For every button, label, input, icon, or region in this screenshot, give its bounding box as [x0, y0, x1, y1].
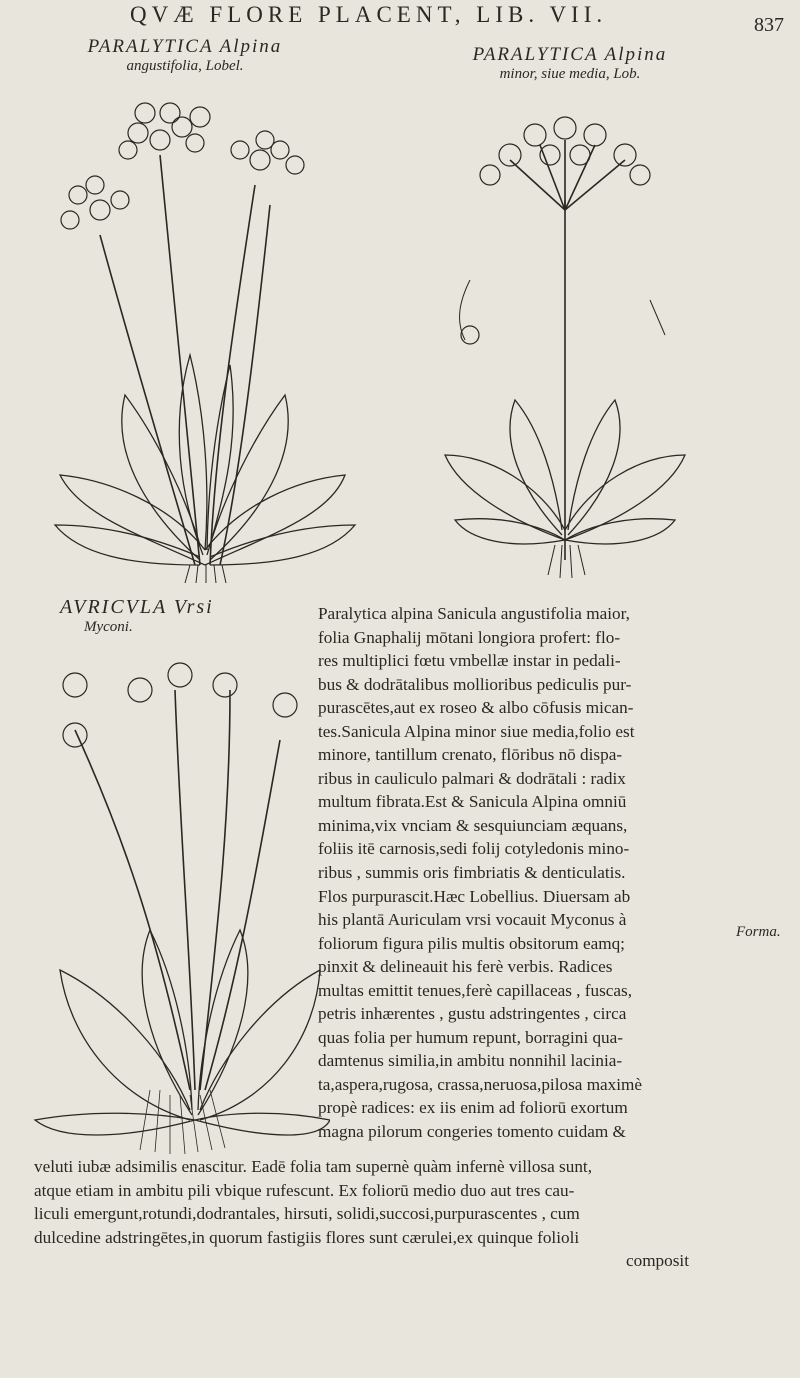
body-text-full-width — [34, 1155, 729, 1273]
text-line: quas folia per humum repunt, borragini qua- — [318, 1027, 623, 1047]
text-line: Paralytica alpina Sanicula angustifolia maior, — [318, 604, 630, 623]
text-line: bus & dodrātalibus mollioribus pediculis pur- — [318, 674, 632, 694]
page-number: 837 — [754, 14, 784, 36]
text-line: multum fibrata.Est & Sanicula Alpina omniū — [318, 792, 627, 812]
text-line: composit — [625, 1251, 689, 1271]
caption-subtitle: Myconi. — [84, 619, 133, 635]
umbel-flowers — [61, 103, 304, 229]
umbel-flowers — [461, 117, 650, 344]
text-line: propè radices: ex iis enim ad foliorū exortum — [318, 1098, 628, 1118]
text-line: tes.Sanicula Alpina minor siue media,folio est — [318, 721, 635, 741]
text-line: veluti iubæ adsimilis enascitur. Eadē folia tam supernè quàm infernè villosa sunt, — [34, 1157, 592, 1176]
text-line: minima,vix vnciam & sesquiunciam æquans, — [318, 815, 628, 835]
text-line: minore, tantillum crenato, flōribus nō dispa- — [318, 745, 623, 765]
caption-auricula-ursi — [60, 596, 285, 636]
text-line: ribus , summis oris fimbriatis & denticulatis. — [318, 863, 626, 883]
text-line: liculi emergunt,rotundi,dodrantales, hirsuti, solidi,succosi,purpurascentes , cum — [34, 1204, 580, 1224]
text-line: magna pilorum congeries tomento cuidam & — [318, 1122, 626, 1142]
text-line: foliis itē carnosis,sedi folij cotyledonis mino- — [318, 839, 630, 859]
text-line: foliorum figura pilis multis obsitorum eamq; — [318, 933, 625, 953]
text-line: his plantā Auriculam vrsi vocauit Myconus à — [318, 910, 627, 930]
caption-subtitle: minor, siue media, Lob. — [499, 65, 641, 82]
text-line: dulcedine adstringētes,in quorum fastigiis flores sunt cærulei,ex quinque folioli — [34, 1227, 580, 1247]
text-line: folia Gnaphalij mōtani longiora profert: flo- — [318, 627, 621, 647]
woodcut-paralytica-angustifolia — [40, 95, 370, 585]
text-line: res multiplici fœtu vmbellæ instar in pedali- — [318, 651, 621, 671]
caption-title: PARALYTICA Alpina — [472, 44, 668, 65]
caption-title: PARALYTICA Alpina — [87, 36, 283, 57]
margin-note: Forma. — [736, 924, 781, 940]
text-line: ta,aspera,rugosa, crassa,neruosa,pilosa maximè — [318, 1074, 643, 1094]
text-line: petris inhærentes , gustu adstringentes , circa — [318, 1004, 627, 1024]
text-line: ribus in cauliculo palmari & dodrātali : radix — [318, 768, 626, 788]
umbel-flowers — [63, 663, 297, 747]
running-head: QVÆ FLORE PLACENT, LIB. VII. — [130, 2, 608, 27]
woodcut-paralytica-minor — [430, 100, 700, 580]
text-line: pinxit & delineauit his ferè verbis. Radices — [318, 957, 613, 977]
text-line: multas emittit tenues,ferè capillaceas , fuscas, — [318, 980, 633, 1000]
text-line: damtenus similia,in ambitu nonnihil lacinia- — [318, 1051, 623, 1071]
caption-subtitle: angustifolia, Lobel. — [126, 57, 244, 74]
woodcut-auricula-ursi — [30, 650, 330, 1160]
text-line: purascētes,aut ex roseo & albo cōfusis mican- — [318, 698, 634, 718]
caption-paralytica-angustifolia — [60, 36, 310, 75]
body-text-column — [318, 602, 718, 1144]
text-line: atque etiam in ambitu pili vbique rufescunt. Ex foliorū medio duo aut tres cau- — [34, 1180, 575, 1200]
rosette-leaves — [55, 355, 355, 565]
rosette-leaves — [35, 930, 330, 1135]
text-line: Flos purpurascit.Hæc Lobellius. Diuersam ab — [318, 886, 631, 906]
caption-paralytica-minor — [445, 44, 695, 83]
caption-title: AVRICVLA Vrsi — [60, 596, 214, 618]
